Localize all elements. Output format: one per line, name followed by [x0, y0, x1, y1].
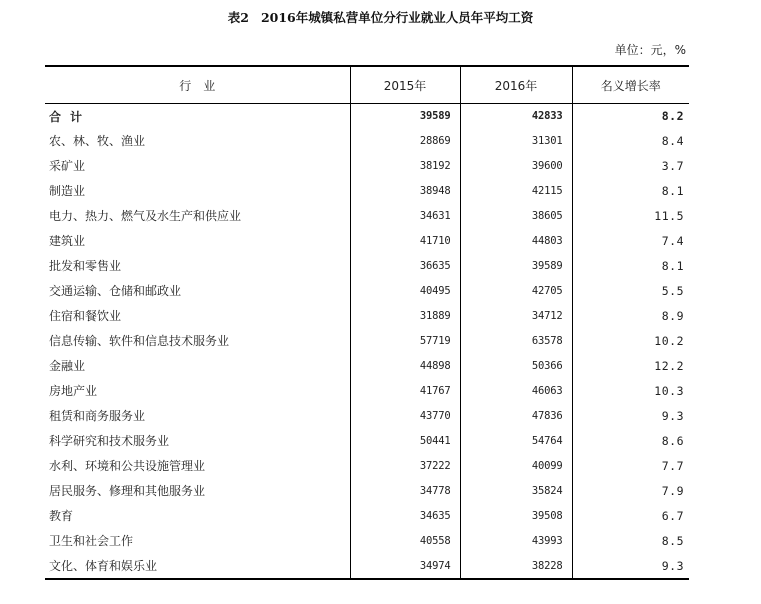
growth-cell: 8.9	[572, 303, 689, 328]
table-row	[45, 503, 689, 528]
industry-cell: 农、林、牧、渔业	[49, 134, 146, 148]
total-2015: 39589	[350, 104, 460, 129]
industry-cell: 居民服务、修理和其他服务业	[49, 484, 206, 498]
growth-cell: 5.5	[572, 278, 689, 303]
value-2016-cell: 43993	[460, 528, 572, 553]
value-2016-cell: 46063	[460, 378, 572, 403]
table-row	[45, 378, 689, 403]
value-2016-cell: 39589	[460, 253, 572, 278]
table-row	[45, 453, 689, 478]
table-row	[45, 328, 689, 353]
total-label: 合计	[49, 109, 92, 124]
growth-cell: 8.1	[572, 178, 689, 203]
total-2016: 42833	[460, 104, 572, 129]
industry-cell: 租赁和商务服务业	[49, 409, 146, 423]
value-2015-cell: 38948	[350, 178, 460, 203]
value-2015-cell: 38192	[350, 153, 460, 178]
value-2015-cell: 37222	[350, 453, 460, 478]
value-2016-cell: 54764	[460, 428, 572, 453]
industry-cell: 交通运输、仓储和邮政业	[49, 284, 182, 298]
wage-table	[45, 65, 689, 580]
header-industry: 行 业	[45, 66, 350, 104]
value-2016-cell: 44803	[460, 228, 572, 253]
growth-cell: 9.3	[572, 553, 689, 579]
value-2015-cell: 40495	[350, 278, 460, 303]
table-row	[45, 553, 689, 579]
growth-cell: 9.3	[572, 403, 689, 428]
table-row	[45, 203, 689, 228]
value-2015-cell: 31889	[350, 303, 460, 328]
value-2015-cell: 36635	[350, 253, 460, 278]
industry-cell: 信息传输、软件和信息技术服务业	[49, 334, 230, 348]
industry-cell: 住宿和餐饮业	[49, 309, 122, 323]
table-row	[45, 178, 689, 203]
industry-cell: 制造业	[49, 184, 86, 198]
value-2016-cell: 34712	[460, 303, 572, 328]
value-2016-cell: 38605	[460, 203, 572, 228]
value-2015-cell: 34974	[350, 553, 460, 579]
value-2015-cell: 34635	[350, 503, 460, 528]
growth-cell: 8.6	[572, 428, 689, 453]
value-2016-cell: 50366	[460, 353, 572, 378]
growth-cell: 10.3	[572, 378, 689, 403]
total-row	[45, 104, 689, 129]
growth-cell: 3.7	[572, 153, 689, 178]
table-row	[45, 353, 689, 378]
value-2015-cell: 41710	[350, 228, 460, 253]
growth-cell: 12.2	[572, 353, 689, 378]
header-growth: 名义增长率	[572, 66, 689, 104]
table-row	[45, 428, 689, 453]
value-2016-cell: 47836	[460, 403, 572, 428]
table-row	[45, 228, 689, 253]
value-2015-cell: 34778	[350, 478, 460, 503]
value-2015-cell: 57719	[350, 328, 460, 353]
value-2016-cell: 42115	[460, 178, 572, 203]
industry-cell: 采矿业	[49, 159, 86, 173]
header-2015: 2015年	[350, 66, 460, 104]
table-title-text: 2016年城镇私营单位分行业就业人员年平均工资	[260, 10, 534, 25]
value-2015-cell: 43770	[350, 403, 460, 428]
value-2015-cell: 28869	[350, 128, 460, 153]
industry-cell: 金融业	[49, 359, 86, 373]
table-number: 表2	[227, 10, 249, 25]
growth-cell: 7.9	[572, 478, 689, 503]
header-2016: 2016年	[460, 66, 572, 104]
growth-cell: 10.2	[572, 328, 689, 353]
growth-cell: 11.5	[572, 203, 689, 228]
value-2015-cell: 44898	[350, 353, 460, 378]
value-2016-cell: 39508	[460, 503, 572, 528]
industry-cell: 房地产业	[49, 384, 98, 398]
value-2016-cell: 42705	[460, 278, 572, 303]
table-row	[45, 403, 689, 428]
value-2016-cell: 31301	[460, 128, 572, 153]
value-2015-cell: 34631	[350, 203, 460, 228]
growth-cell: 7.4	[572, 228, 689, 253]
unit-note: 单位：元，%	[614, 43, 686, 57]
value-2015-cell: 41767	[350, 378, 460, 403]
table-row	[45, 303, 689, 328]
value-2016-cell: 63578	[460, 328, 572, 353]
industry-cell: 建筑业	[49, 234, 86, 248]
growth-cell: 6.7	[572, 503, 689, 528]
growth-cell: 8.4	[572, 128, 689, 153]
growth-cell: 8.5	[572, 528, 689, 553]
table-title	[0, 10, 761, 26]
value-2015-cell: 50441	[350, 428, 460, 453]
industry-cell: 卫生和社会工作	[49, 534, 134, 548]
value-2016-cell: 35824	[460, 478, 572, 503]
industry-cell: 文化、体育和娱乐业	[49, 559, 158, 573]
industry-cell: 教育	[49, 509, 74, 523]
table-row	[45, 153, 689, 178]
value-2016-cell: 39600	[460, 153, 572, 178]
table-row	[45, 478, 689, 503]
growth-cell: 7.7	[572, 453, 689, 478]
industry-cell: 批发和零售业	[49, 259, 122, 273]
header-row	[45, 66, 689, 104]
table-row	[45, 528, 689, 553]
value-2015-cell: 40558	[350, 528, 460, 553]
table-row	[45, 278, 689, 303]
total-growth: 8.2	[572, 104, 689, 129]
industry-cell: 科学研究和技术服务业	[49, 434, 170, 448]
industry-cell: 电力、热力、燃气及水生产和供应业	[49, 209, 242, 223]
table-row	[45, 128, 689, 153]
growth-cell: 8.1	[572, 253, 689, 278]
industry-cell: 水利、环境和公共设施管理业	[49, 459, 206, 473]
value-2016-cell: 38228	[460, 553, 572, 579]
value-2016-cell: 40099	[460, 453, 572, 478]
table-row	[45, 253, 689, 278]
